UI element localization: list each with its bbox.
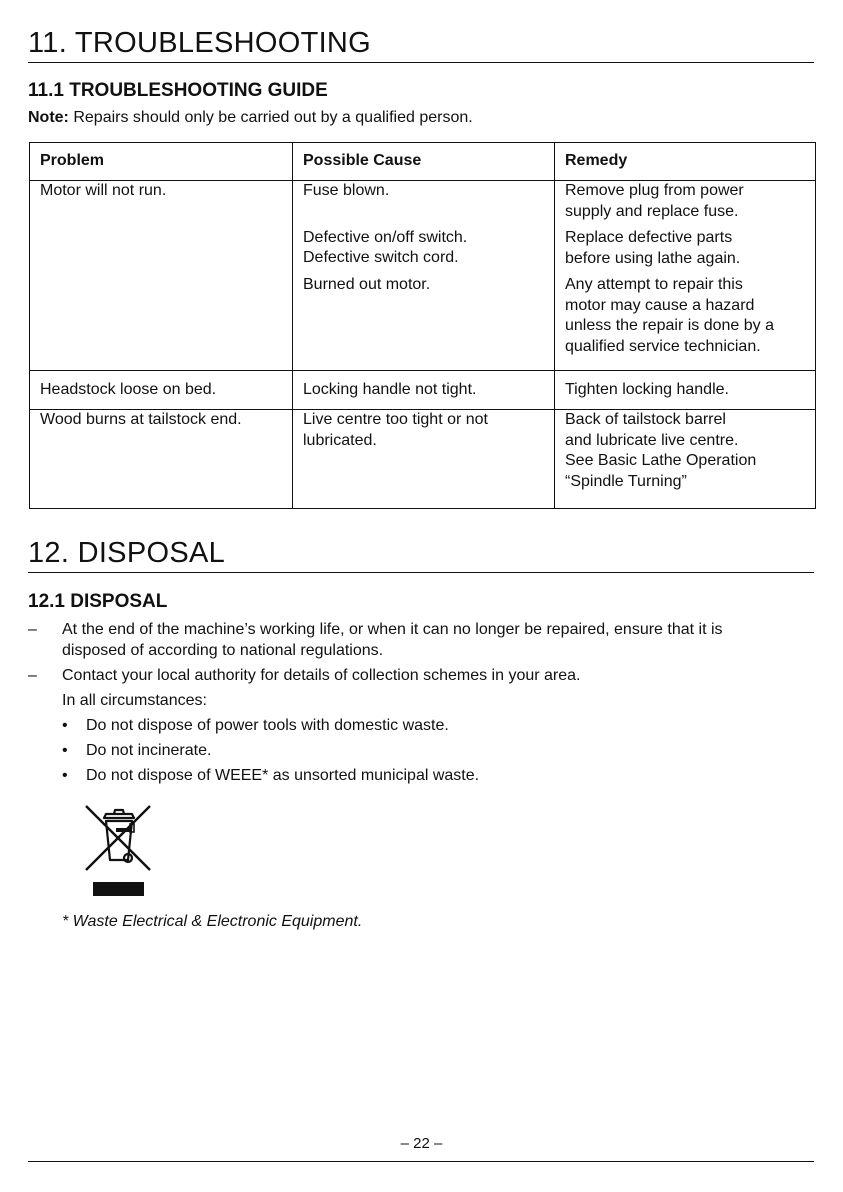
weee-footnote: * Waste Electrical & Electronic Equipment. [62, 913, 363, 930]
problem-text: Headstock loose on bed. [40, 380, 217, 398]
problem-text: Wood burns at tailstock end. [40, 411, 242, 428]
note-text: Repairs should only be carried out by a qualified person. [68, 109, 473, 126]
cause-text: Locking handle not tight. [303, 380, 477, 398]
remedy-text: Tighten locking handle. [565, 380, 729, 398]
remedy-text: qualified service technician. [565, 337, 761, 355]
page-number: – 22 – [400, 1135, 443, 1152]
cause-text: Live centre too tight or not [303, 411, 488, 428]
problem-cell [30, 181, 293, 371]
remedy-text: unless the repair is done by a [565, 317, 775, 334]
remedy-text: motor may cause a hazard [565, 296, 755, 314]
table-row [30, 181, 816, 371]
header-problem: Problem [30, 143, 293, 181]
disposal-subheading: 12.1 DISPOSAL [28, 591, 168, 612]
problem-text: Motor will not run. [40, 182, 167, 199]
troubleshooting-guide-subheading: 11.1 TROUBLESHOOTING GUIDE [28, 80, 328, 101]
cause-text: Defective switch cord. [303, 249, 459, 266]
cause-cell [293, 181, 555, 371]
table-row [30, 410, 816, 509]
list-item-text: disposed of according to national regulations. [62, 642, 384, 659]
disposal-list [28, 619, 818, 786]
remedy-text: See Basic Lathe Operation [565, 452, 757, 469]
disposal-heading: 12. DISPOSAL [28, 536, 814, 573]
note-label: Note: [28, 109, 69, 126]
problem-cell [30, 371, 293, 410]
remedy-text: and lubricate live centre. [565, 431, 739, 449]
remedy-text: Remove plug from power [565, 182, 744, 199]
bullet-text: Do not incinerate. [86, 742, 212, 759]
bullet-text: Do not dispose of WEEE* as unsorted municipal waste. [86, 767, 480, 784]
remedy-text: “Spindle Turning” [565, 472, 687, 490]
remedy-cell [555, 181, 816, 371]
problem-cell [30, 410, 293, 509]
remedy-text: Back of tailstock barrel [565, 411, 726, 428]
remedy-cell [555, 371, 816, 410]
header-remedy: Remedy [555, 143, 816, 181]
header-possible-cause: Possible Cause [293, 143, 555, 181]
table-row [30, 371, 816, 410]
list-item-text: Contact your local authority for details of collection schemes in your area. [62, 667, 581, 684]
cause-text: lubricated. [303, 431, 377, 449]
remedy-text: supply and replace fuse. [565, 202, 739, 220]
remedy-text: Replace defective parts [565, 229, 733, 246]
bullet-marker: • [62, 767, 68, 784]
bullet-marker: • [62, 717, 68, 734]
troubleshooting-heading: 11. TROUBLESHOOTING [28, 26, 814, 63]
remedy-cell [555, 410, 816, 509]
troubleshooting-table [29, 142, 816, 509]
dash-marker: – [28, 621, 37, 638]
repair-note [28, 108, 473, 128]
list-item [28, 619, 818, 661]
crossed-out-wheelie-bin-icon [82, 804, 154, 898]
table-header-row [30, 143, 816, 181]
bullet-marker: • [62, 742, 68, 759]
bullet-item [28, 740, 818, 761]
cause-cell [293, 371, 555, 410]
cause-text: Defective on/off switch. [303, 228, 468, 246]
circumstances-label: In all circumstances: [62, 692, 207, 709]
dash-marker: – [28, 667, 37, 684]
cause-text: Fuse blown. [303, 182, 390, 199]
cause-text: Burned out motor. [303, 275, 431, 293]
bullet-item [28, 765, 818, 786]
footer-divider [28, 1161, 814, 1162]
cause-cell [293, 410, 555, 509]
remedy-text: before using lathe again. [565, 249, 741, 267]
bullet-text: Do not dispose of power tools with domestic waste. [86, 717, 449, 734]
list-item [28, 665, 818, 686]
list-item-text: At the end of the machine’s working life, or when it can no longer be repaired, ensure that it is [62, 621, 723, 638]
remedy-text: Any attempt to repair this [565, 276, 743, 293]
bullet-item [28, 715, 818, 736]
